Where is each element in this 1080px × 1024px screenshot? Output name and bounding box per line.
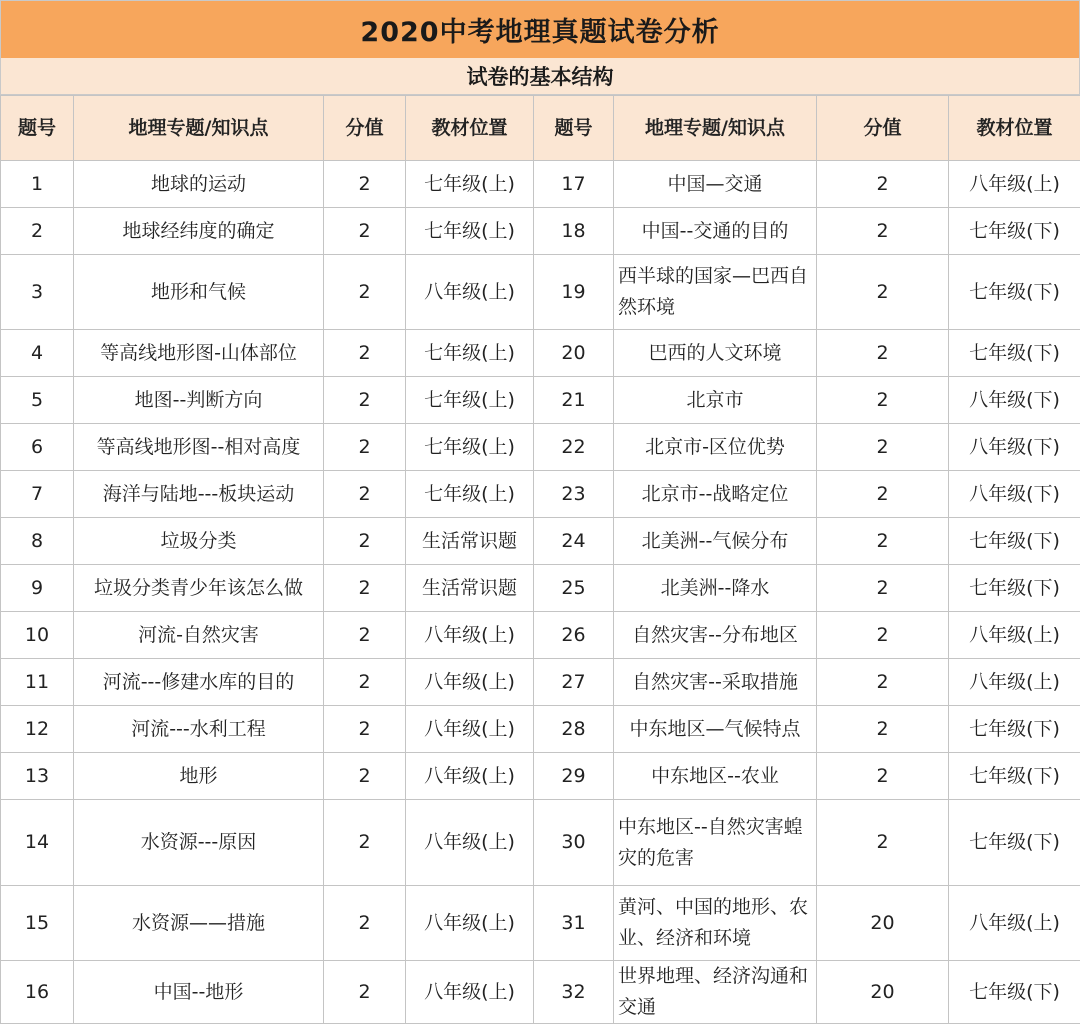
topic-cell: 自然灾害--采取措施 [614, 659, 817, 706]
question-number-cell: 2 [1, 208, 74, 255]
textbook-position-cell: 八年级(上) [949, 659, 1080, 706]
topic-cell: 垃圾分类青少年该怎么做 [74, 565, 324, 612]
score-cell: 2 [817, 800, 949, 886]
textbook-position-cell: 八年级(上) [406, 612, 534, 659]
topic-cell: 北京市-区位优势 [614, 424, 817, 471]
question-number-cell: 26 [534, 612, 614, 659]
topic-cell: 北美洲--降水 [614, 565, 817, 612]
score-cell: 2 [817, 330, 949, 377]
table-row [1, 659, 1080, 706]
topic-cell: 垃圾分类 [74, 518, 324, 565]
textbook-position-cell: 七年级(上) [406, 330, 534, 377]
score-cell: 2 [817, 612, 949, 659]
question-number-cell: 23 [534, 471, 614, 518]
textbook-position-cell: 八年级(下) [949, 471, 1080, 518]
question-number-cell: 18 [534, 208, 614, 255]
table-row [1, 208, 1080, 255]
topic-cell: 巴西的人文环境 [614, 330, 817, 377]
score-cell: 2 [324, 706, 406, 753]
table-row [1, 424, 1080, 471]
textbook-position-cell: 八年级(上) [406, 706, 534, 753]
topic-cell: 北美洲--气候分布 [614, 518, 817, 565]
topic-cell: 自然灾害--分布地区 [614, 612, 817, 659]
topic-cell: 地形 [74, 753, 324, 800]
question-number-cell: 28 [534, 706, 614, 753]
topic-cell: 等高线地形图-山体部位 [74, 330, 324, 377]
score-cell: 2 [324, 612, 406, 659]
score-cell: 20 [817, 961, 949, 1024]
textbook-position-cell: 七年级(下) [949, 565, 1080, 612]
textbook-position-cell: 七年级(下) [949, 208, 1080, 255]
score-cell: 2 [817, 659, 949, 706]
question-number-cell: 14 [1, 800, 74, 886]
section-subtitle: 试卷的基本结构 [0, 58, 1080, 95]
score-cell: 2 [324, 377, 406, 424]
textbook-position-cell: 八年级(上) [949, 161, 1080, 208]
topic-cell: 北京市--战略定位 [614, 471, 817, 518]
textbook-position-cell: 八年级(下) [949, 377, 1080, 424]
question-number-cell: 21 [534, 377, 614, 424]
topic-cell: 世界地理、经济沟通和交通 [614, 961, 817, 1024]
textbook-position-cell: 八年级(上) [949, 886, 1080, 961]
table-row [1, 612, 1080, 659]
topic-cell: 中东地区--自然灾害蝗灾的危害 [614, 800, 817, 886]
textbook-position-cell: 八年级(上) [406, 659, 534, 706]
topic-cell: 水资源---原因 [74, 800, 324, 886]
question-number-cell: 10 [1, 612, 74, 659]
score-cell: 2 [324, 471, 406, 518]
header-score-2: 分值 [817, 96, 949, 161]
score-cell: 2 [324, 961, 406, 1024]
score-cell: 2 [324, 161, 406, 208]
score-cell: 2 [324, 565, 406, 612]
score-cell: 2 [817, 471, 949, 518]
score-cell: 2 [817, 208, 949, 255]
question-number-cell: 11 [1, 659, 74, 706]
textbook-position-cell: 八年级(上) [406, 255, 534, 330]
question-number-cell: 31 [534, 886, 614, 961]
table-row [1, 330, 1080, 377]
question-number-cell: 29 [534, 753, 614, 800]
topic-cell: 中国--交通的目的 [614, 208, 817, 255]
topic-cell: 中国--地形 [74, 961, 324, 1024]
score-cell: 2 [817, 424, 949, 471]
topic-cell: 北京市 [614, 377, 817, 424]
header-question-no-2: 题号 [534, 96, 614, 161]
page-title: 2020中考地理真题试卷分析 [0, 0, 1080, 59]
score-cell: 2 [324, 330, 406, 377]
header-textbook-2: 教材位置 [949, 96, 1080, 161]
question-number-cell: 20 [534, 330, 614, 377]
topic-cell: 河流---水利工程 [74, 706, 324, 753]
textbook-position-cell: 八年级(下) [949, 424, 1080, 471]
question-number-cell: 24 [534, 518, 614, 565]
textbook-position-cell: 八年级(上) [949, 612, 1080, 659]
textbook-position-cell: 七年级(下) [949, 706, 1080, 753]
textbook-position-cell: 七年级(上) [406, 424, 534, 471]
score-cell: 2 [324, 208, 406, 255]
question-number-cell: 5 [1, 377, 74, 424]
textbook-position-cell: 七年级(下) [949, 800, 1080, 886]
textbook-position-cell: 七年级(上) [406, 377, 534, 424]
question-number-cell: 16 [1, 961, 74, 1024]
header-question-no: 题号 [1, 96, 74, 161]
textbook-position-cell: 七年级(上) [406, 208, 534, 255]
topic-cell: 地球经纬度的确定 [74, 208, 324, 255]
topic-cell: 中东地区--农业 [614, 753, 817, 800]
header-topic: 地理专题/知识点 [74, 96, 324, 161]
exam-structure-table [0, 95, 1080, 1024]
topic-cell: 地球的运动 [74, 161, 324, 208]
topic-cell: 中东地区—气候特点 [614, 706, 817, 753]
score-cell: 2 [817, 706, 949, 753]
header-topic-2: 地理专题/知识点 [614, 96, 817, 161]
score-cell: 2 [324, 255, 406, 330]
topic-cell: 黄河、中国的地形、农业、经济和环境 [614, 886, 817, 961]
question-number-cell: 27 [534, 659, 614, 706]
topic-cell: 等高线地形图--相对高度 [74, 424, 324, 471]
textbook-position-cell: 七年级(下) [949, 255, 1080, 330]
topic-cell: 地图--判断方向 [74, 377, 324, 424]
table-header-row [1, 96, 1080, 161]
question-number-cell: 22 [534, 424, 614, 471]
question-number-cell: 1 [1, 161, 74, 208]
table-row [1, 255, 1080, 330]
question-number-cell: 7 [1, 471, 74, 518]
score-cell: 2 [324, 424, 406, 471]
score-cell: 20 [817, 886, 949, 961]
topic-cell: 河流---修建水库的目的 [74, 659, 324, 706]
question-number-cell: 8 [1, 518, 74, 565]
header-textbook: 教材位置 [406, 96, 534, 161]
score-cell: 2 [324, 518, 406, 565]
textbook-position-cell: 八年级(上) [406, 753, 534, 800]
topic-cell: 海洋与陆地---板块运动 [74, 471, 324, 518]
table-row [1, 800, 1080, 886]
question-number-cell: 30 [534, 800, 614, 886]
table-row [1, 961, 1080, 1024]
textbook-position-cell: 七年级(下) [949, 961, 1080, 1024]
table-row [1, 471, 1080, 518]
question-number-cell: 3 [1, 255, 74, 330]
textbook-position-cell: 七年级(下) [949, 753, 1080, 800]
score-cell: 2 [817, 377, 949, 424]
question-number-cell: 15 [1, 886, 74, 961]
topic-cell: 河流-自然灾害 [74, 612, 324, 659]
table-row [1, 753, 1080, 800]
score-cell: 2 [324, 800, 406, 886]
header-score: 分值 [324, 96, 406, 161]
table-row [1, 377, 1080, 424]
textbook-position-cell: 生活常识题 [406, 518, 534, 565]
textbook-position-cell: 七年级(上) [406, 471, 534, 518]
topic-cell: 中国—交通 [614, 161, 817, 208]
question-number-cell: 25 [534, 565, 614, 612]
textbook-position-cell: 八年级(上) [406, 886, 534, 961]
score-cell: 2 [817, 161, 949, 208]
question-number-cell: 17 [534, 161, 614, 208]
topic-cell: 水资源——措施 [74, 886, 324, 961]
score-cell: 2 [324, 659, 406, 706]
textbook-position-cell: 七年级(上) [406, 161, 534, 208]
topic-cell: 西半球的国家—巴西自然环境 [614, 255, 817, 330]
question-number-cell: 19 [534, 255, 614, 330]
score-cell: 2 [817, 518, 949, 565]
table-row [1, 518, 1080, 565]
question-number-cell: 32 [534, 961, 614, 1024]
textbook-position-cell: 生活常识题 [406, 565, 534, 612]
textbook-position-cell: 八年级(上) [406, 961, 534, 1024]
question-number-cell: 4 [1, 330, 74, 377]
score-cell: 2 [817, 255, 949, 330]
table-row [1, 706, 1080, 753]
table-row [1, 161, 1080, 208]
question-number-cell: 13 [1, 753, 74, 800]
score-cell: 2 [817, 565, 949, 612]
table-row [1, 565, 1080, 612]
score-cell: 2 [324, 886, 406, 961]
table-row [1, 886, 1080, 961]
question-number-cell: 9 [1, 565, 74, 612]
question-number-cell: 6 [1, 424, 74, 471]
question-number-cell: 12 [1, 706, 74, 753]
textbook-position-cell: 七年级(下) [949, 330, 1080, 377]
topic-cell: 地形和气候 [74, 255, 324, 330]
textbook-position-cell: 七年级(下) [949, 518, 1080, 565]
score-cell: 2 [817, 753, 949, 800]
score-cell: 2 [324, 753, 406, 800]
textbook-position-cell: 八年级(上) [406, 800, 534, 886]
